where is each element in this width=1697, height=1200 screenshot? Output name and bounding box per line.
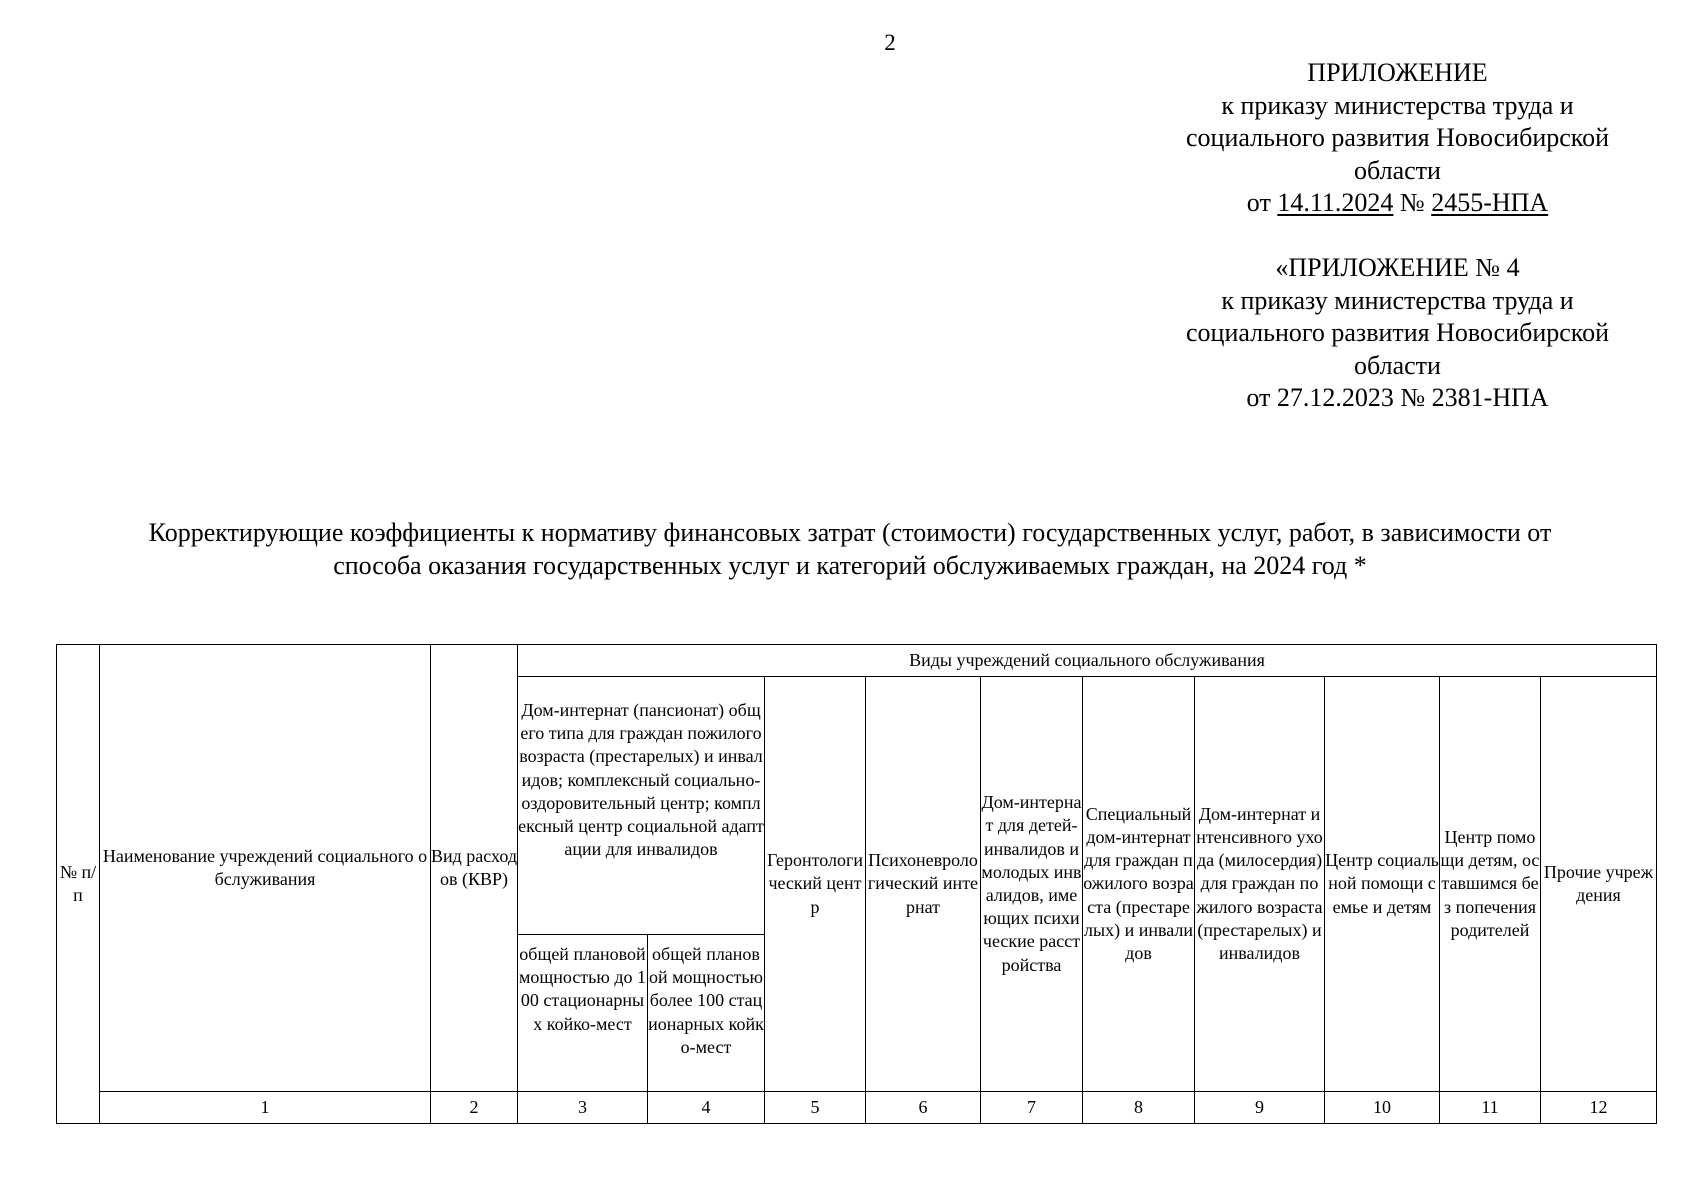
header-institution-types: Виды учреждений социального обслуживания (518, 645, 1657, 677)
header-other-institutions: Прочие учреждения (1541, 677, 1657, 1092)
amended-title: «ПРИЛОЖЕНИЕ № 4 (1275, 253, 1520, 282)
header-family-help-center: Центр социальной помощи семье и детям (1325, 677, 1440, 1092)
appendix-line: области (1354, 155, 1441, 185)
column-number: 2 (431, 1092, 518, 1124)
column-number: 10 (1325, 1092, 1440, 1124)
amended-order-line: от 27.12.2023 № 2381-НПА (1246, 383, 1549, 412)
document-title-line: способа оказания государственных услуг и категорий обслуживаемых граждан, на 2024 год * (333, 551, 1367, 580)
column-number: 4 (648, 1092, 765, 1124)
amended-line: социального развития Новосибирской (1185, 318, 1610, 347)
column-number: 5 (765, 1092, 866, 1124)
appendix-title: ПРИЛОЖЕНИЕ (1307, 58, 1488, 87)
order-number: 2455-НПА (1431, 188, 1549, 217)
header-special-internat: Специальный дом-интернат для граждан пожилого возраста (престарелых) и инвалидов (1083, 677, 1195, 1092)
coefficients-table (56, 644, 1657, 1124)
column-number: 6 (866, 1092, 981, 1124)
header-expense-type: Вид расходов (КВР) (431, 645, 518, 1092)
appendix-order-line (1140, 187, 1655, 220)
page-number: 2 (884, 30, 896, 55)
amended-appendix-header (1140, 252, 1655, 415)
header-capacity-up-to-100: общей плановой мощностью до 100 стационарных койко-мест (518, 935, 648, 1092)
number-sign: № (1399, 188, 1425, 217)
column-number: 1 (100, 1092, 431, 1124)
column-number: 12 (1541, 1092, 1657, 1124)
header-intensive-care-internat: Дом-интернат интенсивного ухода (милосердия) для граждан пожилого возраста (престарелых) и инвалидов (1195, 677, 1325, 1092)
appendix-header (1140, 57, 1655, 220)
header-institution-name: Наименование учреждений социального обслуживания (100, 645, 431, 1092)
header-psychoneurological-internat: Психоневрологический интернат (866, 677, 981, 1092)
header-orphans-help-center: Центр помощи детям, оставшимся без попечения родителей (1440, 677, 1541, 1092)
order-date: 14.11.2024 (1277, 188, 1394, 217)
document-title (40, 516, 1660, 582)
amended-line: области (1354, 350, 1441, 380)
column-number: 7 (981, 1092, 1083, 1124)
appendix-line: социального развития Новосибирской (1185, 123, 1610, 152)
header-gerontology-center: Геронтологический центр (765, 677, 866, 1092)
column-number: 8 (1083, 1092, 1195, 1124)
header-children-internat: Дом-интернат для детей-инвалидов и молодых инвалидов, имеющих психические расстройства (981, 677, 1083, 1092)
column-number: 3 (518, 1092, 648, 1124)
column-number: 9 (1195, 1092, 1325, 1124)
header-capacity-over-100: общей плановой мощностью более 100 стационарных койко-мест (648, 935, 765, 1092)
appendix-line: к приказу министерства труда и (1221, 90, 1574, 120)
column-number: 11 (1440, 1092, 1541, 1124)
header-general-boarding-home: Дом-интернат (пансионат) общего типа для граждан пожилого возраста (престарелых) и инвалидов; комплексный социально-оздоровительный центр; комплексный центр социальной адаптации для инвалидов (518, 677, 765, 935)
document-title-line: Корректирующие коэффициенты к нормативу финансовых затрат (стоимости) государственных услуг, работ, в зависимости от (148, 518, 1552, 547)
header-row-number: № п/п (57, 645, 100, 1124)
amended-line: к приказу министерства труда и (1221, 285, 1574, 315)
date-prefix: от (1246, 188, 1271, 217)
